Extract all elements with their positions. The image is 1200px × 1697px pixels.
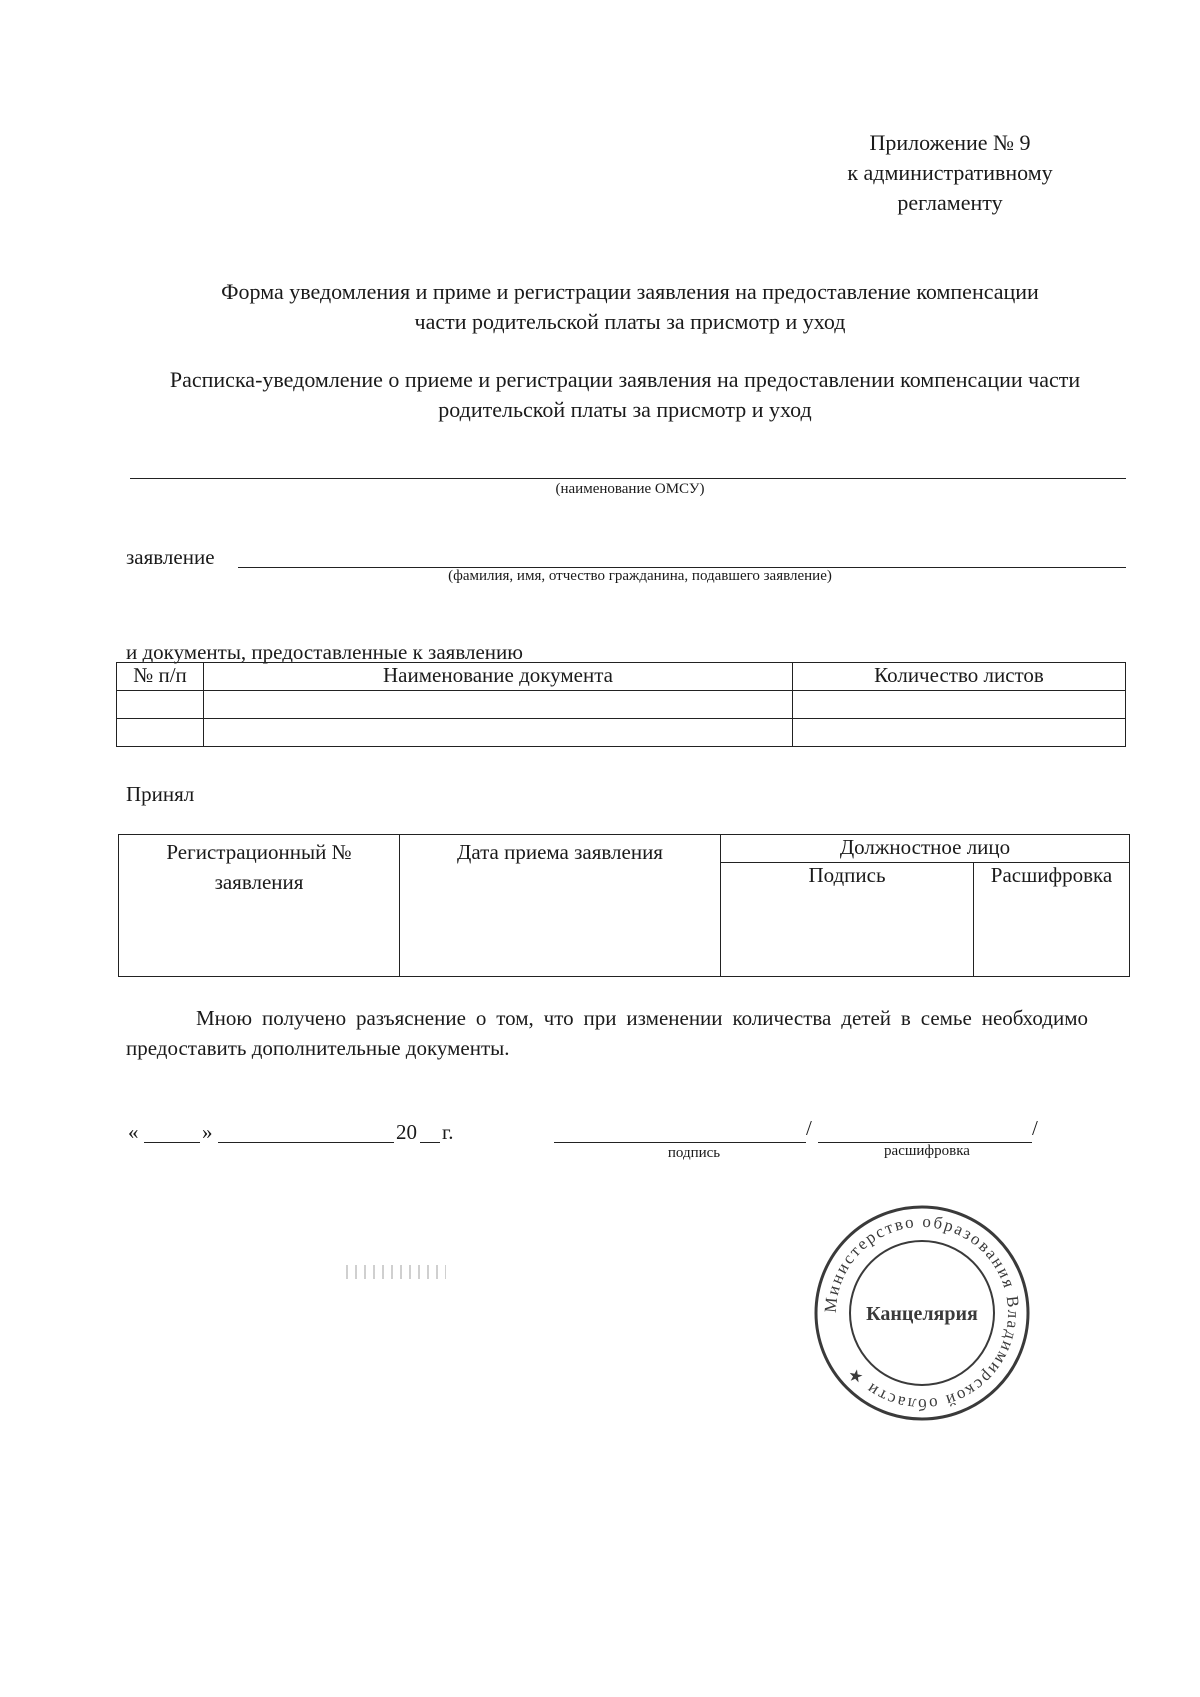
date-header: Дата приема заявления <box>400 835 721 977</box>
table-row <box>117 691 1126 719</box>
transcript-header: Расшифровка <box>974 863 1130 977</box>
receipt-title-line-1: Расписка-уведомление о приеме и регистрации заявления на предоставлении компенсации части <box>169 367 1081 392</box>
reg-number-header: Регистрационный № заявления <box>119 835 400 977</box>
registration-header-row <box>119 835 1130 863</box>
table-cell[interactable] <box>793 719 1126 747</box>
explanation-paragraph <box>126 1003 1088 1063</box>
signature-line[interactable] <box>554 1142 806 1143</box>
transcript-caption: расшифровка <box>884 1143 970 1159</box>
form-title-line-1: Форма уведомления и приме и регистрации заявления на предоставление компенсации <box>221 279 1039 304</box>
day-line[interactable] <box>144 1142 200 1143</box>
receipt-title <box>110 365 1140 425</box>
form-title <box>130 277 1130 337</box>
signature-separator: / <box>806 1116 812 1140</box>
table-cell[interactable] <box>117 691 204 719</box>
receipt-title-line-2: родительской платы за присмотр и уход <box>438 397 812 422</box>
documents-table-header-row <box>117 663 1126 691</box>
appendix-header <box>780 128 1120 218</box>
appendix-line-1: Приложение № 9 <box>869 130 1031 155</box>
registration-table <box>118 834 1130 977</box>
office-stamp <box>812 1203 1032 1423</box>
applicant-caption: (фамилия, имя, отчество гражданина, подавшего заявление) <box>448 568 832 584</box>
header-sheet-count: Количество листов <box>793 663 1126 691</box>
header-document-name: Наименование документа <box>204 663 793 691</box>
stamp-ring-textpath: Министерство образования Владимирской области ★ <box>820 1211 1024 1415</box>
year-suffix: г. <box>442 1120 454 1144</box>
signature-header: Подпись <box>721 863 974 977</box>
table-cell[interactable] <box>204 691 793 719</box>
header-number: № п/п <box>117 663 204 691</box>
date-close-quote: » <box>202 1120 213 1144</box>
signature-caption: подпись <box>667 1145 721 1161</box>
form-title-line-2: части родительской платы за присмотр и уход <box>414 309 846 334</box>
transcript-separator: / <box>1032 1116 1038 1140</box>
year-prefix: 20 <box>396 1120 417 1144</box>
documents-label: и документы, предоставленные к заявлению <box>126 640 523 664</box>
table-cell[interactable] <box>793 691 1126 719</box>
table-row <box>117 719 1126 747</box>
date-open-quote: « <box>128 1120 139 1144</box>
scan-mark <box>346 1265 446 1279</box>
table-cell[interactable] <box>204 719 793 747</box>
appendix-line-2: к административному <box>847 160 1053 185</box>
table-cell[interactable] <box>117 719 204 747</box>
explanation-text: Мною получено разъяснение о том, что при изменении количества детей в семье необходимо предоставить дополнительные документы. <box>126 1006 1088 1060</box>
documents-table <box>116 662 1126 747</box>
month-line[interactable] <box>218 1142 394 1143</box>
official-header: Должностное лицо <box>721 835 1130 863</box>
stamp-center-text: Канцелярия <box>866 1303 978 1325</box>
application-label: заявление <box>126 545 215 569</box>
appendix-line-3: регламенту <box>897 190 1003 215</box>
accepted-label: Принял <box>126 782 195 806</box>
omsu-caption: (наименование ОМСУ) <box>555 481 705 497</box>
year-line[interactable] <box>420 1142 440 1143</box>
omsu-line[interactable] <box>130 478 1126 479</box>
